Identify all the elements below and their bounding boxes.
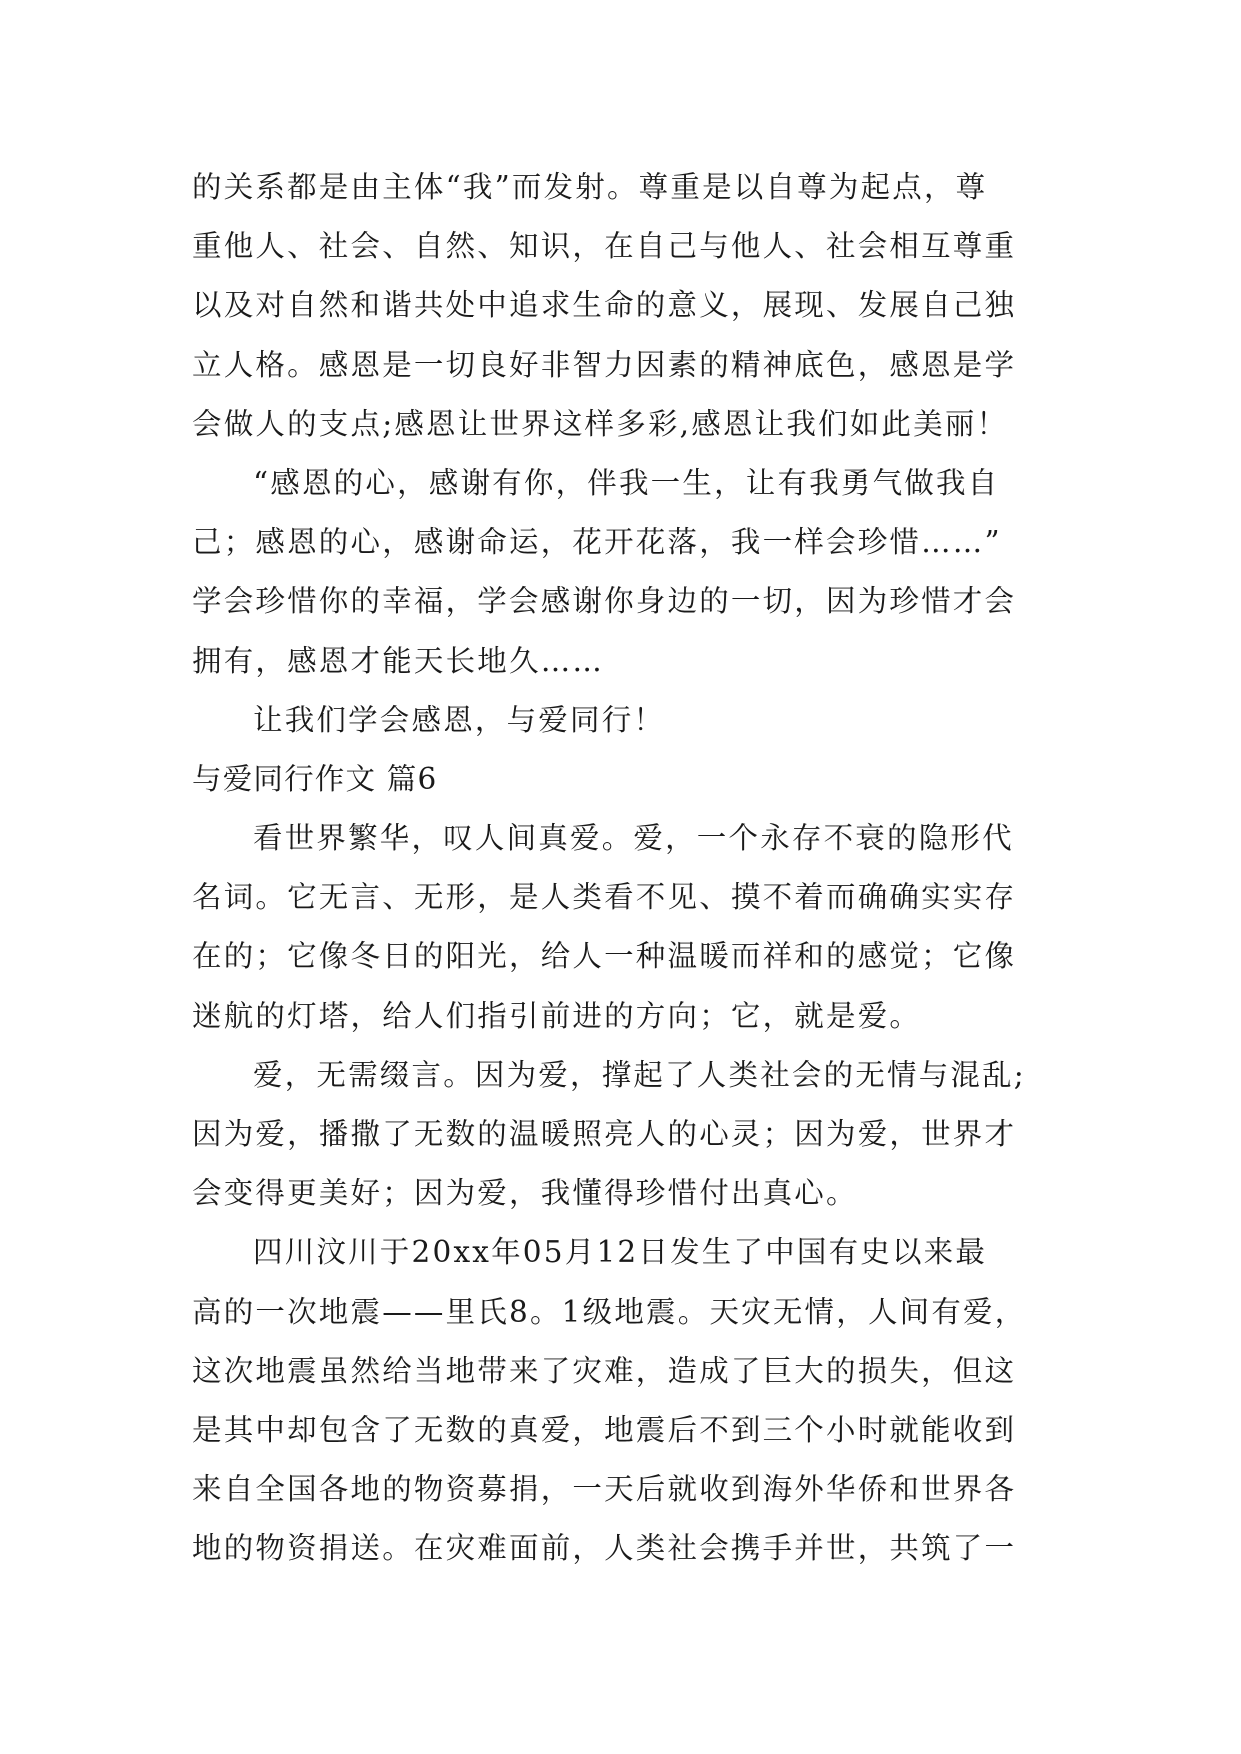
text-line: 地的物资捐送。在灾难面前，人类社会携手并世，共筑了一 <box>192 1531 1017 1566</box>
text-line: 四川汶川于20xx年05月12日发生了中国有史以来最 <box>253 1235 988 1270</box>
text-line: 立人格。感恩是一切良好非智力因素的精神底色，感恩是学 <box>192 347 1017 382</box>
document-body <box>192 158 1052 1579</box>
text-line: 高的一次地震——里氏8。1级地震。天灾无情，人间有爱， <box>192 1294 1027 1329</box>
text-line: 会做人的支点;感恩让世界这样多彩,感恩让我们如此美丽！ <box>192 406 1009 441</box>
text-line: 迷航的灯塔，给人们指引前进的方向；它，就是爱。 <box>192 998 922 1033</box>
text-line: 在的；它像冬日的阳光，给人一种温暖而祥和的感觉；它像 <box>192 939 1017 974</box>
text-line: 拥有，感恩才能天长地久…… <box>192 643 605 678</box>
text-line: “感恩的心，感谢有你，伴我一生，让有我勇气做我自 <box>253 465 1000 500</box>
text-line: 重他人、社会、自然、知识，在自己与他人、社会相互尊重 <box>192 229 1017 264</box>
text-line: 学会珍惜你的幸福，学会感谢你身边的一切，因为珍惜才会 <box>192 584 1017 619</box>
text-line: 会变得更美好；因为爱，我懂得珍惜付出真心。 <box>192 1176 858 1211</box>
text-line: 的关系都是由主体“我”而发射。尊重是以自尊为起点，尊 <box>192 170 988 204</box>
text-line: 来自全国各地的物资募捐，一天后就收到海外华侨和世界各 <box>192 1472 1017 1507</box>
text-line: 让我们学会感恩，与爱同行！ <box>253 702 666 737</box>
text-line: 名词。它无言、无形，是人类看不见、摸不着而确确实实存 <box>192 880 1017 915</box>
text-line: 这次地震虽然给当地带来了灾难，造成了巨大的损失，但这 <box>192 1353 1017 1388</box>
text-line: 是其中却包含了无数的真爱，地震后不到三个小时就能收到 <box>192 1412 1017 1447</box>
section-heading: 与爱同行作文 篇6 <box>192 761 438 796</box>
text-line: 看世界繁华，叹人间真爱。爱，一个永存不衰的隐形代 <box>253 821 1014 856</box>
text-line: 因为爱，播撒了无数的温暖照亮人的心灵；因为爱，世界才 <box>192 1117 1017 1151</box>
text-line: 爱，无需缀言。因为爱，撑起了人类社会的无情与混乱; <box>253 1057 1026 1092</box>
text-line: 以及对自然和谐共处中追求生命的意义，展现、发展自己独 <box>192 288 1017 323</box>
text-line: 己；感恩的心，感谢命运，花开花落，我一样会珍惜……” <box>192 525 1002 560</box>
